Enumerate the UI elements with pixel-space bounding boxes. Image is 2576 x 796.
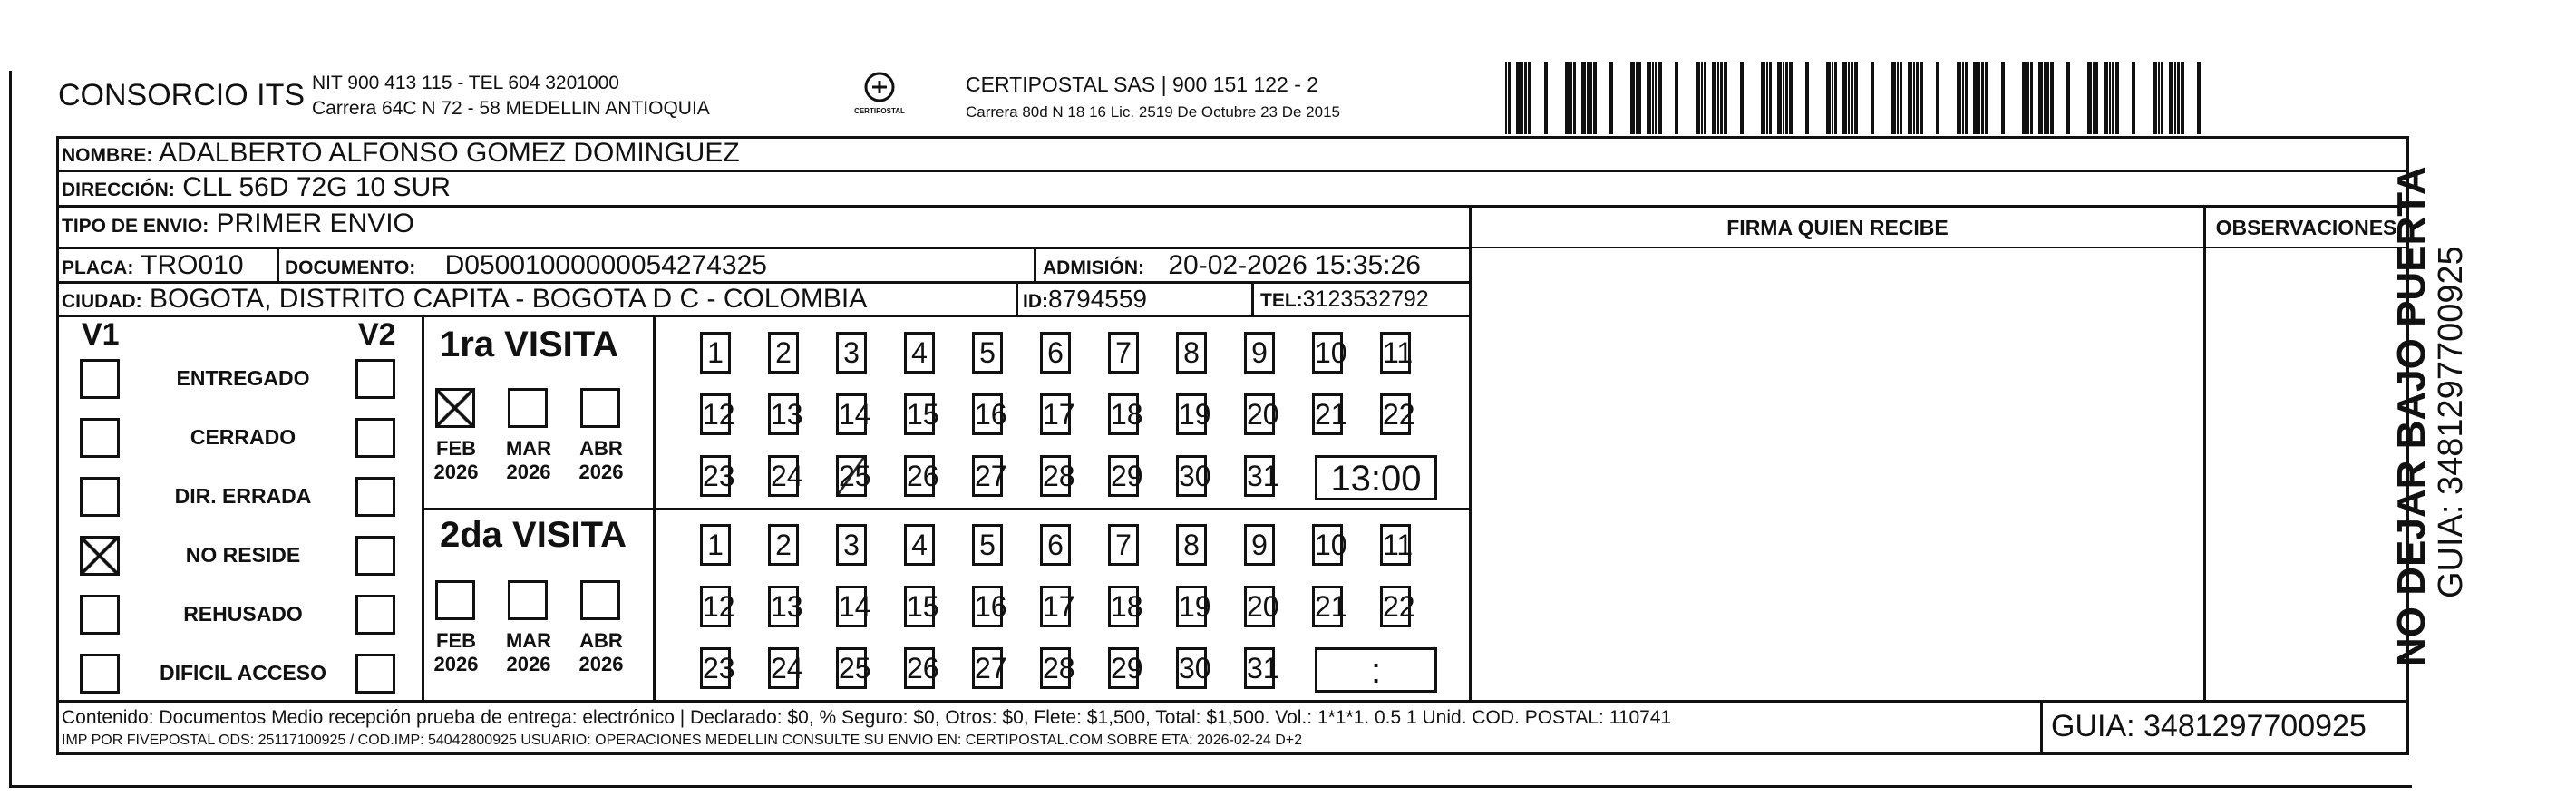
state-label: ENTREGADO	[176, 366, 310, 390]
company-name: CONSORCIO ITS	[58, 78, 306, 112]
tipo-envio-label: TIPO DE ENVIO:	[62, 216, 209, 237]
day-box[interactable]: 5	[972, 332, 1003, 374]
day-box[interactable]: 8	[1176, 524, 1207, 566]
day-box[interactable]: 14	[836, 586, 867, 627]
day-box[interactable]: 19	[1176, 393, 1207, 435]
day-box[interactable]: 14	[836, 393, 867, 435]
day-box[interactable]: 7	[1108, 524, 1139, 566]
day-box[interactable]: 16	[972, 586, 1003, 627]
carrier-logo-text: CERTIPOSTAL	[854, 107, 905, 115]
side-notice: NO DEJAR BAJO PUERTA	[2389, 166, 2434, 666]
day-box[interactable]: 10	[1312, 524, 1343, 566]
day-box[interactable]: 23	[700, 455, 731, 497]
v2-checkbox[interactable]	[355, 536, 395, 576]
v1-checkbox[interactable]	[80, 418, 120, 458]
direccion-label: DIRECCIÓN:	[62, 180, 175, 200]
month-checkbox-feb[interactable]	[435, 580, 475, 620]
day-box[interactable]: 18	[1108, 393, 1139, 435]
day-box[interactable]: 30	[1176, 455, 1207, 497]
v2-checkbox[interactable]	[355, 418, 395, 458]
day-box[interactable]: 11	[1380, 332, 1411, 374]
month-checkbox-abr[interactable]	[580, 388, 620, 428]
observaciones-area[interactable]	[2206, 249, 2406, 699]
day-box[interactable]: 17	[1040, 393, 1071, 435]
month-label: FEB	[436, 629, 476, 652]
state-label: NO RESIDE	[185, 543, 301, 567]
v2-label: V2	[358, 317, 396, 352]
admision-label: ADMISIÓN:	[1043, 257, 1144, 278]
v1-checkbox[interactable]	[80, 654, 120, 694]
day-box[interactable]: 28	[1040, 647, 1071, 689]
footer-contenido: Contenido: Documentos Medio recepción prueba de entrega: electrónico | Declarado: $0, % Seguro: $0, Otros: $0, Flete: $1,500, Total: $1,500. Vol.: 1*1*1. 0.5 1 Unid. COD. POSTAL: 110741	[62, 707, 1672, 728]
day-box[interactable]: 24	[768, 455, 799, 497]
month-checkbox-mar[interactable]	[508, 388, 548, 428]
day-box[interactable]: 13	[768, 393, 799, 435]
day-box[interactable]: 10	[1312, 332, 1343, 374]
v2-checkbox[interactable]	[355, 654, 395, 694]
year-label: 2026	[433, 653, 479, 675]
direccion-value: CLL 56D 72G 10 SUR	[182, 172, 451, 202]
first-visit-title: 1ra VISITA	[440, 325, 619, 364]
day-box[interactable]: 24	[768, 647, 799, 689]
day-box[interactable]: 15	[904, 393, 935, 435]
documento-label: DOCUMENTO:	[285, 257, 416, 278]
v2-checkbox[interactable]	[355, 359, 395, 399]
day-box[interactable]: 2	[768, 332, 799, 374]
day-box[interactable]: 15	[904, 586, 935, 627]
state-label: REHUSADO	[183, 602, 303, 626]
day-box[interactable]: 22	[1380, 393, 1411, 435]
day-box[interactable]: 2	[768, 524, 799, 566]
tipo-envio-value: PRIMER ENVIO	[216, 209, 414, 238]
second-visit-title: 2da VISITA	[440, 515, 627, 555]
month-label: ABR	[579, 629, 623, 652]
day-box[interactable]: 27	[972, 647, 1003, 689]
state-label: DIR. ERRADA	[174, 484, 312, 508]
day-box[interactable]: 28	[1040, 455, 1071, 497]
day-box[interactable]: 31	[1244, 647, 1275, 689]
firma-area[interactable]	[1472, 249, 2203, 699]
time-box[interactable]: 13:00	[1315, 455, 1437, 500]
day-box[interactable]: 6	[1040, 524, 1071, 566]
day-box[interactable]: 20	[1244, 393, 1275, 435]
carrier-address: Carrera 80d N 18 16 Lic. 2519 De Octubre 23 De 2015	[966, 103, 1340, 121]
admision-value: 20-02-2026 15:35:26	[1168, 250, 1421, 280]
company-nit: NIT 900 413 115 - TEL 604 3201000	[312, 73, 619, 93]
day-box[interactable]: 22	[1380, 586, 1411, 627]
nombre-label: NOMBRE:	[62, 145, 153, 166]
day-box[interactable]: 21	[1312, 586, 1343, 627]
nombre-value: ADALBERTO ALFONSO GOMEZ DOMINGUEZ	[159, 138, 740, 168]
day-box[interactable]: 4	[904, 332, 935, 374]
day-box[interactable]: 29	[1108, 647, 1139, 689]
month-checkbox-abr[interactable]	[580, 580, 620, 620]
day-box[interactable]: 6	[1040, 332, 1071, 374]
placa-label: PLACA:	[62, 257, 134, 278]
state-label: DIFICIL ACCESO	[159, 661, 326, 684]
v2-checkbox[interactable]	[355, 477, 395, 517]
day-box[interactable]: 8	[1176, 332, 1207, 374]
v1-checkbox[interactable]	[80, 477, 120, 517]
day-box[interactable]: 19	[1176, 586, 1207, 627]
observaciones-header: OBSERVACIONES	[2215, 216, 2397, 239]
tel-value: 3123532792	[1302, 286, 1429, 312]
ciudad-value: BOGOTA, DISTRITO CAPITA - BOGOTA D C - COLOMBIA	[150, 284, 868, 314]
day-box[interactable]: 21	[1312, 393, 1343, 435]
day-box[interactable]: 27	[972, 455, 1003, 497]
month-label: FEB	[436, 437, 476, 460]
firma-header: FIRMA QUIEN RECIBE	[1726, 216, 1949, 239]
day-box[interactable]: 25	[836, 455, 867, 497]
year-label: 2026	[506, 461, 551, 483]
day-box[interactable]: 29	[1108, 455, 1139, 497]
certipostal-logo-icon	[848, 69, 911, 123]
month-checkbox-mar[interactable]	[508, 580, 548, 620]
v1-label: V1	[82, 317, 120, 352]
day-box[interactable]: 20	[1244, 586, 1275, 627]
documento-value: D05001000000054274325	[444, 250, 767, 280]
v1-checkbox[interactable]	[80, 359, 120, 399]
day-box[interactable]: 31	[1244, 455, 1275, 497]
day-box[interactable]: 3	[836, 332, 867, 374]
day-box[interactable]: 4	[904, 524, 935, 566]
day-box[interactable]: 3	[836, 524, 867, 566]
tel-label: TEL:	[1260, 290, 1303, 311]
day-box[interactable]: 30	[1176, 647, 1207, 689]
year-label: 2026	[578, 461, 624, 483]
barcode-icon	[1505, 62, 2221, 134]
month-label: MAR	[505, 437, 552, 460]
month-label: MAR	[505, 629, 552, 652]
day-box[interactable]: 1	[700, 524, 731, 566]
year-label: 2026	[433, 461, 479, 483]
day-box[interactable]: 16	[972, 393, 1003, 435]
day-box[interactable]: 18	[1108, 586, 1139, 627]
day-box[interactable]: 26	[904, 455, 935, 497]
v1-checkbox[interactable]	[80, 595, 120, 635]
v2-checkbox[interactable]	[355, 595, 395, 635]
footer-imp: IMP POR FIVEPOSTAL ODS: 25117100925 / COD.IMP: 54042800925 USUARIO: OPERACIONES MEDELLIN CONSULTE SU ENVIO EN: CERTIPOSTAL.COM SOBRE ETA: 2026-02-24 D+2	[62, 733, 1303, 748]
day-box[interactable]: 1	[700, 332, 731, 374]
day-box[interactable]: 12	[700, 586, 731, 627]
footer-guia: GUIA: 3481297700925	[2051, 709, 2367, 743]
ciudad-label: CIUDAD:	[62, 291, 142, 312]
side-guia: GUIA: 3481297700925	[2432, 246, 2470, 598]
day-box[interactable]: 13	[768, 586, 799, 627]
year-label: 2026	[506, 653, 551, 675]
day-box[interactable]: 7	[1108, 332, 1139, 374]
day-box[interactable]: 9	[1244, 524, 1275, 566]
day-box[interactable]: 25	[836, 647, 867, 689]
v1-checkbox[interactable]	[80, 536, 120, 576]
day-box[interactable]: 5	[972, 524, 1003, 566]
company-address: Carrera 64C N 72 - 58 MEDELLIN ANTIOQUIA	[312, 98, 710, 119]
time-box[interactable]: :	[1315, 647, 1437, 693]
year-label: 2026	[578, 653, 624, 675]
day-box[interactable]: 23	[700, 647, 731, 689]
carrier-name: CERTIPOSTAL SAS | 900 151 122 - 2	[966, 73, 1319, 96]
month-checkbox-feb[interactable]	[435, 388, 475, 428]
day-box[interactable]: 12	[700, 393, 731, 435]
id-label: ID:	[1023, 291, 1048, 312]
day-box[interactable]: 9	[1244, 332, 1275, 374]
placa-value: TRO010	[141, 250, 244, 280]
day-box[interactable]: 11	[1380, 524, 1411, 566]
state-label: CERRADO	[190, 425, 296, 449]
month-label: ABR	[579, 437, 623, 460]
day-box[interactable]: 17	[1040, 586, 1071, 627]
id-value: 8794559	[1048, 285, 1148, 313]
day-box[interactable]: 26	[904, 647, 935, 689]
